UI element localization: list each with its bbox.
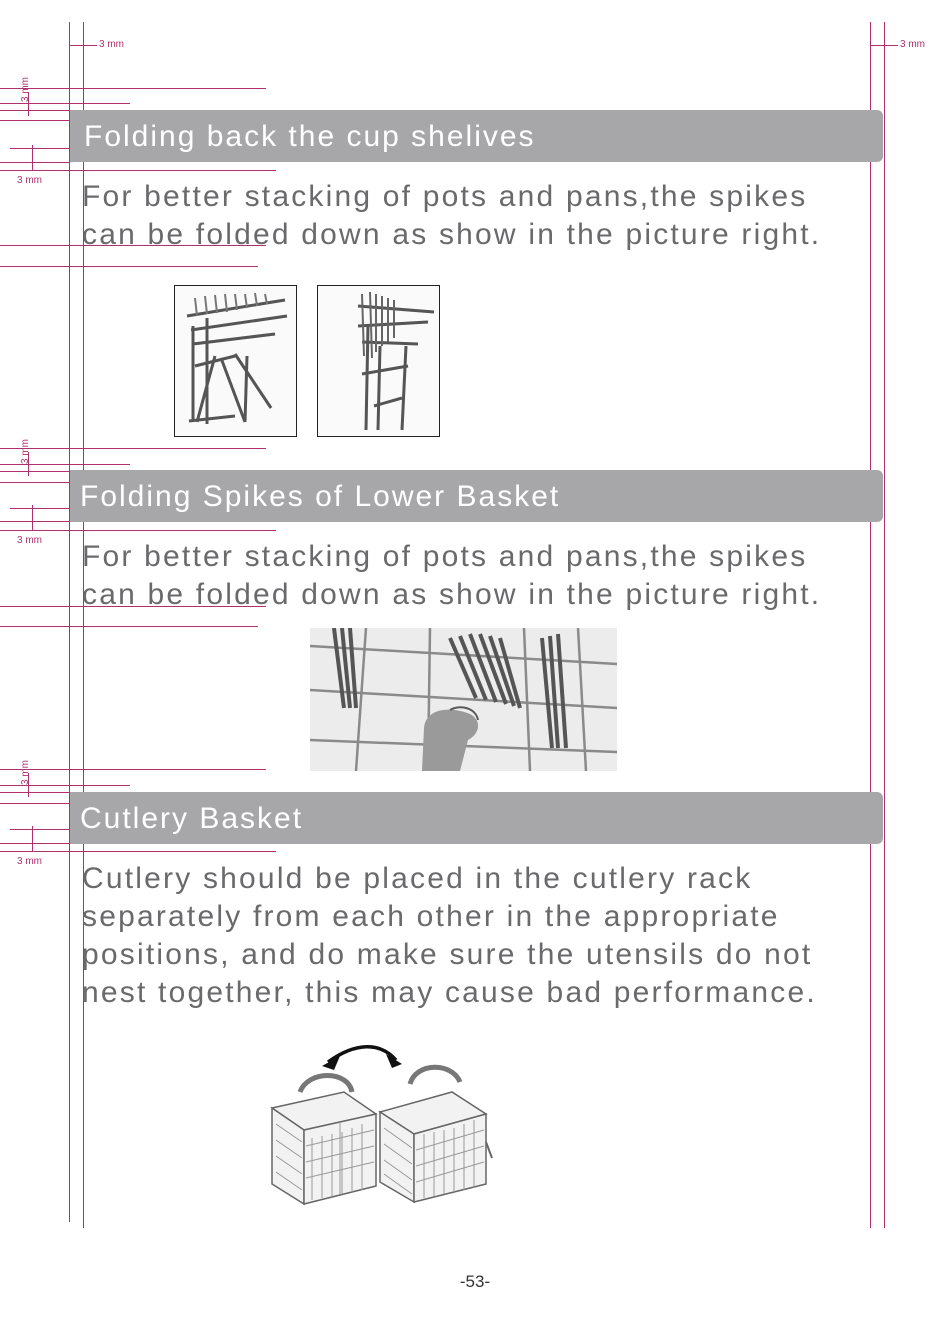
guide-line bbox=[0, 482, 70, 483]
section-header-cutlery-basket bbox=[70, 792, 883, 844]
guide-line bbox=[0, 792, 70, 793]
section-title: Folding back the cup shelives bbox=[84, 120, 536, 153]
guide-line bbox=[0, 103, 130, 104]
crop-label-section2-bottom: 3 mm bbox=[17, 535, 42, 546]
guide-line bbox=[32, 826, 33, 852]
paragraph-line: positions, and do make sure the utensils do not bbox=[82, 938, 813, 971]
guide-line bbox=[0, 843, 70, 844]
section-title: Cutlery Basket bbox=[80, 802, 304, 835]
paragraph-line: For better stacking of pots and pans,the spikes bbox=[82, 540, 808, 573]
crop-label-top-right: 3 mm bbox=[900, 39, 925, 50]
paragraph-line: can be folded down as show in the picture right. bbox=[82, 578, 822, 611]
section-header-lower-basket-spikes bbox=[70, 470, 883, 522]
guide-line bbox=[32, 505, 33, 531]
crop-mark-top-right bbox=[870, 45, 898, 46]
section-paragraph-cutlery bbox=[82, 860, 902, 1012]
guide-line bbox=[0, 448, 266, 449]
crop-label-section3-top: 3 mm bbox=[20, 760, 31, 785]
guide-line bbox=[0, 769, 266, 770]
guide-line bbox=[0, 803, 70, 804]
cutlery-basket-illustration bbox=[264, 1034, 496, 1210]
section-header-cup-shelves bbox=[70, 110, 883, 162]
section-paragraph-cup-shelves bbox=[82, 178, 902, 254]
section-title: Folding Spikes of Lower Basket bbox=[80, 480, 561, 513]
paragraph-line: For better stacking of pots and pans,the spikes bbox=[82, 180, 808, 213]
guide-line bbox=[0, 464, 130, 465]
section-paragraph-lower-basket bbox=[82, 538, 902, 614]
guide-line bbox=[0, 170, 276, 171]
cup-shelf-unfolded-photo bbox=[174, 285, 297, 437]
crop-label-section1-top: 3 mm bbox=[20, 77, 31, 102]
crop-label-section2-top: 3 mm bbox=[20, 439, 31, 464]
guide-line bbox=[0, 162, 70, 163]
crop-label-section3-bottom: 3 mm bbox=[17, 856, 42, 867]
guide-line bbox=[0, 110, 70, 111]
guide-line bbox=[0, 785, 130, 786]
guide-line bbox=[0, 266, 258, 267]
paragraph-line: separately from each other in the appropriate bbox=[82, 900, 780, 933]
guide-line bbox=[0, 530, 276, 531]
guide-line bbox=[0, 626, 258, 627]
crop-mark-top-left bbox=[69, 45, 97, 46]
crop-label-top-left: 3 mm bbox=[99, 39, 124, 50]
guide-line bbox=[0, 471, 70, 472]
crop-label-section1-bottom: 3 mm bbox=[17, 175, 42, 186]
guide-line bbox=[0, 120, 70, 121]
cup-shelf-folded-photo bbox=[317, 285, 440, 437]
paragraph-line: can be folded down as show in the picture right. bbox=[82, 218, 822, 251]
page-number: -53- bbox=[459, 1272, 491, 1291]
guide-line bbox=[0, 521, 70, 522]
paragraph-line: nest together, this may cause bad performance. bbox=[82, 976, 817, 1009]
folding-spikes-photo bbox=[310, 628, 617, 771]
paragraph-line: Cutlery should be placed in the cutlery rack bbox=[82, 862, 753, 895]
trim-guide-left-outer bbox=[69, 22, 70, 1222]
guide-line bbox=[0, 88, 266, 89]
guide-line bbox=[32, 145, 33, 171]
guide-line bbox=[0, 851, 276, 852]
